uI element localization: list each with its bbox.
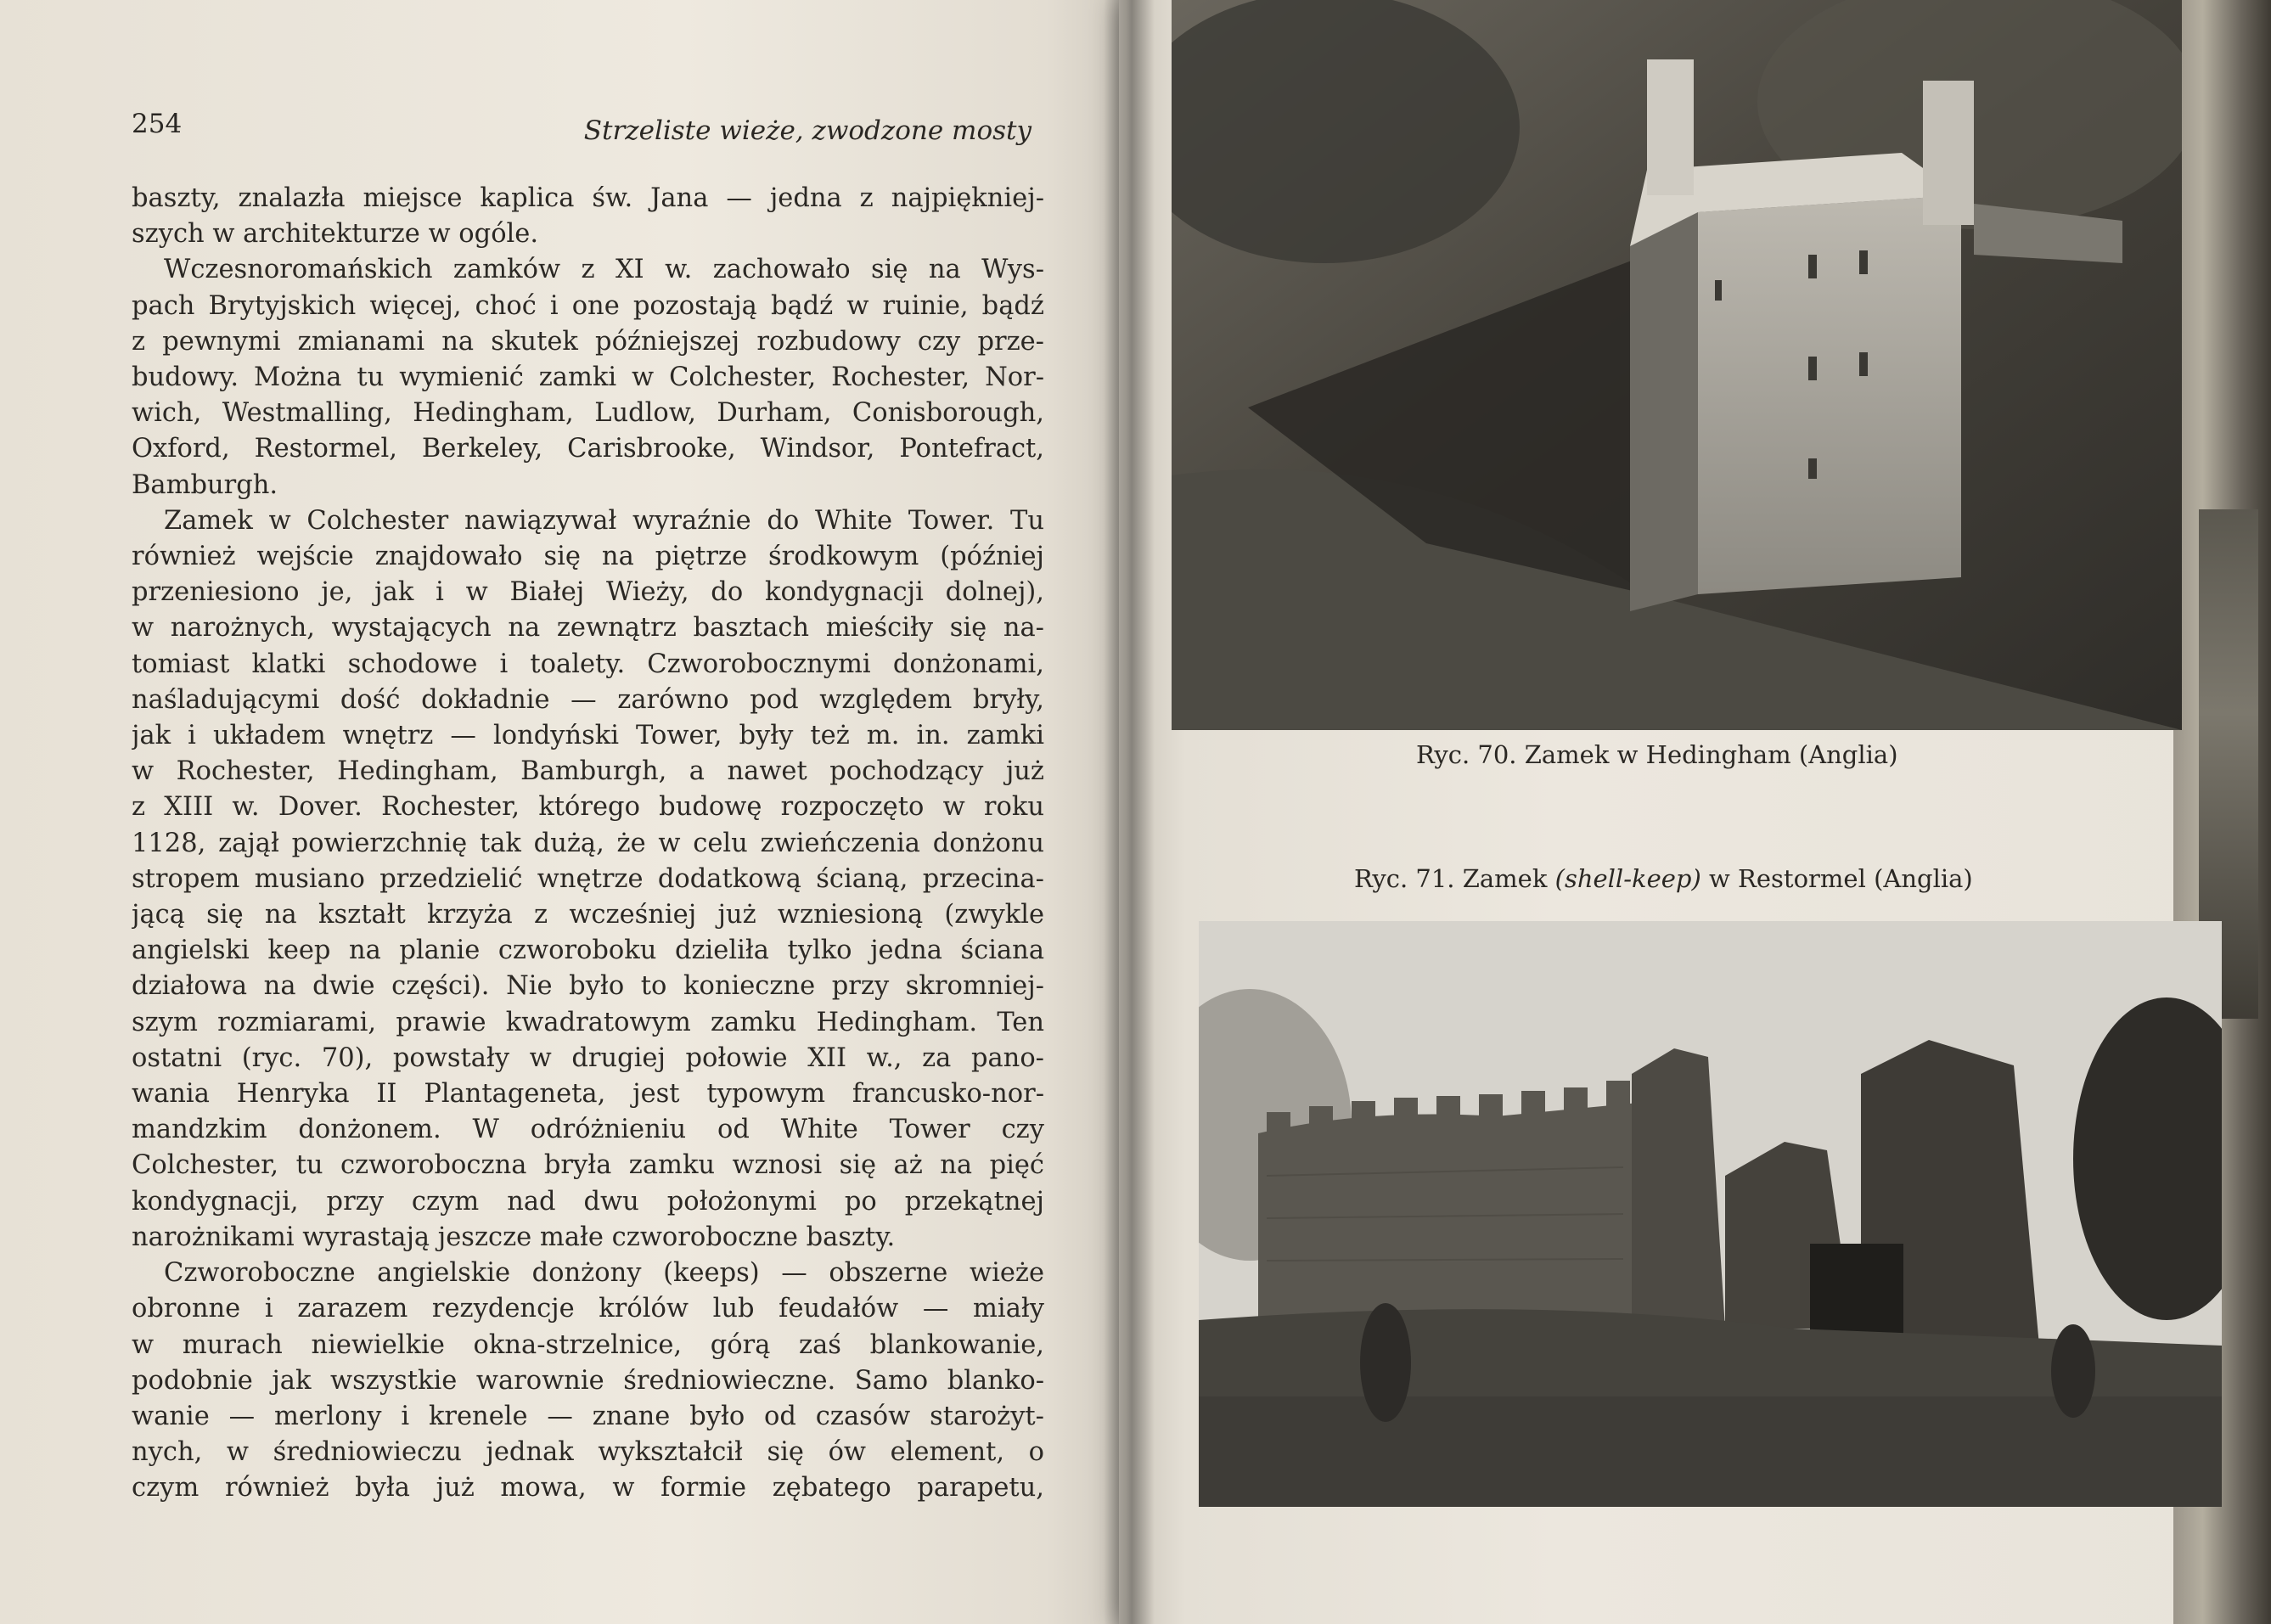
text-line: w murach niewielkie okna-strzelnice, górą zaś blankowanie,: [132, 1329, 1044, 1360]
text-line: 1128, zajął powierzchnię tak dużą, że w celu zwieńczenia donżonu: [132, 828, 1044, 858]
figure-70-caption: Ryc. 70. Zamek w Hedingham (Anglia): [1416, 740, 1898, 769]
caption-71-suffix: w Restormel (Anglia): [1700, 864, 1973, 893]
hedingham-castle-illustration: [1172, 0, 2182, 730]
text-line: z pewnymi zmianami na skutek późniejszej rozbudowy czy prze-: [132, 326, 1044, 357]
text-line: baszty, znalazła miejsce kaplica św. Jana — jedna z najpiękniej-: [132, 183, 1044, 213]
page-number: 254: [132, 109, 183, 139]
text-line: kondygnacji, przy czym nad dwu położonymi po przekątnej: [132, 1186, 1044, 1217]
text-line: wania Henryka II Plantageneta, jest typowym francusko-nor-: [132, 1079, 1044, 1110]
text-line: budowy. Można tu wymienić zamki w Colchester, Rochester, Nor-: [132, 362, 1044, 393]
figure-71-caption: [1354, 864, 1973, 893]
text-line: Oxford, Restormel, Berkeley, Carisbrooke, Windsor, Pontefract,: [132, 434, 1044, 464]
text-line: w narożnych, wystających na zewnątrz basztach mieściły się na-: [132, 613, 1044, 643]
text-line: działowa na dwie części). Nie było to konieczne przy skromniej-: [132, 971, 1044, 1002]
restormel-castle-illustration: [1199, 921, 2222, 1507]
text-line: w Rochester, Hedingham, Bamburgh, a nawet pochodzący już: [132, 756, 1044, 787]
text-line: obronne i zarazem rezydencje królów lub feudałów — miały: [132, 1294, 1044, 1324]
text-line: wanie — merlony i krenele — znane było od czasów starożyt-: [132, 1401, 1044, 1431]
text-line: narożnikami wyrastają jeszcze małe czworoboczne baszty.: [132, 1222, 896, 1252]
text-line: tomiast klatki schodowe i toalety. Czworobocznymi donżonami,: [132, 649, 1044, 679]
text-line: Czworoboczne angielskie donżony (keeps) — obszerne wieże: [164, 1258, 1044, 1289]
text-line: jącą się na kształt krzyża z wcześniej już wzniesioną (zwykle: [132, 900, 1044, 930]
text-line: Wczesnoromańskich zamków z XI w. zachowało się na Wys-: [164, 255, 1044, 285]
text-line: wich, Westmalling, Hedingham, Ludlow, Durham, Conisborough,: [132, 398, 1044, 429]
caption-71-prefix: Ryc. 71. Zamek: [1354, 864, 1555, 893]
text-line: pach Brytyjskich więcej, choć i one pozostają bądź w ruinie, bądź: [132, 290, 1044, 321]
text-line: szych w architekturze w ogóle.: [132, 219, 539, 250]
text-line: przeniesiono je, jak i w Białej Wieży, do kondygnacji dolnej),: [132, 577, 1044, 608]
page-header: [132, 109, 1032, 151]
text-line: jak i układem wnętrz — londyński Tower, były też m. in. zamki: [132, 721, 1044, 751]
figure-70-photo: [1172, 0, 2182, 730]
text-line: mandzkim donżonem. W odróżnieniu od White Tower czy: [132, 1115, 1044, 1145]
text-line: naśladującymi dość dokładnie — zarówno pod względem bryły,: [132, 684, 1044, 715]
text-line: z XIII w. Dover. Rochester, którego budowę rozpoczęto w roku: [132, 792, 1044, 823]
caption-71-italic: (shell-keep): [1554, 864, 1701, 893]
text-line: czym również była już mowa, w formie zębatego parapetu,: [132, 1473, 1044, 1503]
figure-71-photo: [1199, 921, 2222, 1507]
text-line: Bamburgh.: [132, 469, 278, 500]
text-line: również wejście znajdowało się na piętrze środkowym (później: [132, 542, 1044, 572]
text-line: podobnie jak wszystkie warownie średniowieczne. Samo blanko-: [132, 1365, 1044, 1396]
text-line: Zamek w Colchester nawiązywał wyraźnie do White Tower. Tu: [164, 505, 1044, 536]
text-line: nych, w średniowieczu jednak wykształcił się ów element, o: [132, 1437, 1044, 1468]
text-line: angielski keep na planie czworoboku dzieliła tylko jedna ściana: [132, 936, 1044, 966]
running-title: Strzeliste wieże, zwodzone mosty: [583, 115, 1032, 146]
text-line: stropem musiano przedzielić wnętrze dodatkową ścianą, przecina-: [132, 863, 1044, 894]
text-line: szym rozmiarami, prawie kwadratowym zamku Hedingham. Ten: [132, 1007, 1044, 1037]
book-gutter: [1104, 0, 1155, 1624]
text-line: Colchester, tu czworoboczna bryła zamku wznosi się aż na pięć: [132, 1150, 1044, 1181]
text-line: ostatni (ryc. 70), powstały w drugiej połowie XII w., za pano-: [132, 1042, 1044, 1073]
body-text: [132, 181, 1044, 1507]
